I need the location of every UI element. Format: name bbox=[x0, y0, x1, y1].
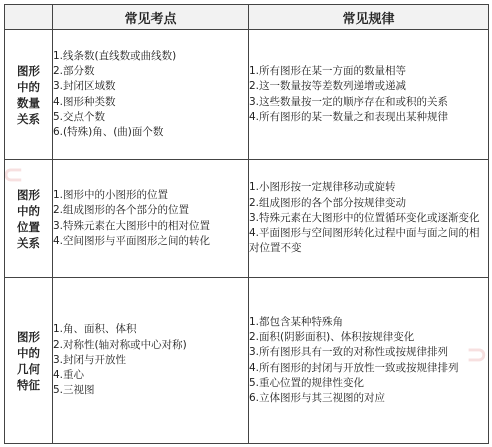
category-line: 中的 bbox=[17, 203, 40, 218]
point-item: 2.部分数 bbox=[53, 65, 95, 78]
points-cell bbox=[53, 30, 249, 160]
table-row bbox=[5, 278, 489, 444]
header-row bbox=[5, 5, 489, 30]
category-line: 特征 bbox=[17, 377, 40, 392]
category-line: 关系 bbox=[17, 235, 40, 250]
point-item: 1.图形中的小图形的位置 bbox=[53, 189, 169, 202]
point-item: 3.封闭与开放性 bbox=[53, 353, 127, 366]
header-corner bbox=[5, 5, 53, 30]
point-item: 1.角、面积、体积 bbox=[53, 323, 137, 336]
table-row bbox=[5, 30, 489, 160]
point-item: 4.空间图形与平面图形之间的转化 bbox=[53, 234, 211, 247]
category-line: 关系 bbox=[17, 111, 40, 126]
category-cell bbox=[5, 160, 53, 278]
rule-item: 4.所有图形的封闭与开放性一致或按规律排列 bbox=[249, 361, 459, 374]
rule-item: 3.这些数量按一定的顺序存在和或积的关系 bbox=[249, 95, 449, 108]
point-item: 6.(特殊)角、(曲)面个数 bbox=[53, 125, 164, 138]
rule-item: 1.都包含某种特殊角 bbox=[249, 315, 344, 328]
watermark-mark: ⊃ bbox=[466, 340, 488, 370]
rules-cell bbox=[249, 160, 489, 278]
rule-item: 2.这一数量按等差数列递增或递减 bbox=[249, 80, 407, 93]
points-cell bbox=[53, 278, 249, 444]
rule-item: 2.面积(阴影面积)、体积按规律变化 bbox=[249, 331, 415, 344]
point-item: 1.线条数(直线数或曲线数) bbox=[53, 49, 177, 62]
header-common-rules: 常见规律 bbox=[249, 5, 489, 30]
category-line: 图形 bbox=[17, 329, 40, 344]
point-item: 5.三视图 bbox=[53, 384, 95, 397]
category-cell bbox=[5, 278, 53, 444]
point-item: 4.重心 bbox=[53, 369, 85, 382]
summary-table bbox=[4, 4, 489, 444]
header-common-points: 常见考点 bbox=[53, 5, 249, 30]
rule-item: 6.立体图形与其三视图的对应 bbox=[249, 391, 386, 404]
point-item: 4.图形种类数 bbox=[53, 95, 116, 108]
point-item: 3.特殊元素在大图形中的相对位置 bbox=[53, 219, 211, 232]
category-line: 几何 bbox=[17, 361, 40, 376]
category-line: 位置 bbox=[17, 219, 40, 234]
point-item: 2.对称性(轴对称或中心对称) bbox=[53, 338, 187, 351]
category-line: 中的 bbox=[17, 79, 40, 94]
rules-cell bbox=[249, 30, 489, 160]
point-item: 5.交点个数 bbox=[53, 110, 106, 123]
rule-item: 2.组成图形的各个部分按规律变动 bbox=[249, 196, 407, 209]
watermark-mark: ⊂ bbox=[2, 160, 24, 190]
point-item: 2.组成图形的各个部分的位置 bbox=[53, 204, 190, 217]
rule-item: 1.小图形按一定规律移动或旋转 bbox=[249, 181, 396, 194]
rules-cell bbox=[249, 278, 489, 444]
category-line: 中的 bbox=[17, 345, 40, 360]
rule-item: 4.所有图形的某一数量之和表现出某种规律 bbox=[249, 110, 449, 123]
table-row bbox=[5, 160, 489, 278]
points-cell bbox=[53, 160, 249, 278]
rule-item: 4.平面图形与空间图形转化过程中面与面之间的相对位置不变 bbox=[249, 227, 480, 255]
point-item: 3.封闭区域数 bbox=[53, 80, 116, 93]
category-cell bbox=[5, 30, 53, 160]
category-line: 图形 bbox=[17, 63, 40, 78]
rule-item: 3.所有图形具有一致的对称性或按规律排列 bbox=[249, 346, 449, 359]
rule-item: 3.特殊元素在大图形中的位置循环变化或逐渐变化 bbox=[249, 211, 480, 224]
rule-item: 1.所有图形在某一方面的数量相等 bbox=[249, 65, 407, 78]
category-line: 数量 bbox=[17, 95, 40, 110]
rule-item: 5.重心位置的规律性变化 bbox=[249, 376, 365, 389]
category-line: 图形 bbox=[17, 187, 40, 202]
